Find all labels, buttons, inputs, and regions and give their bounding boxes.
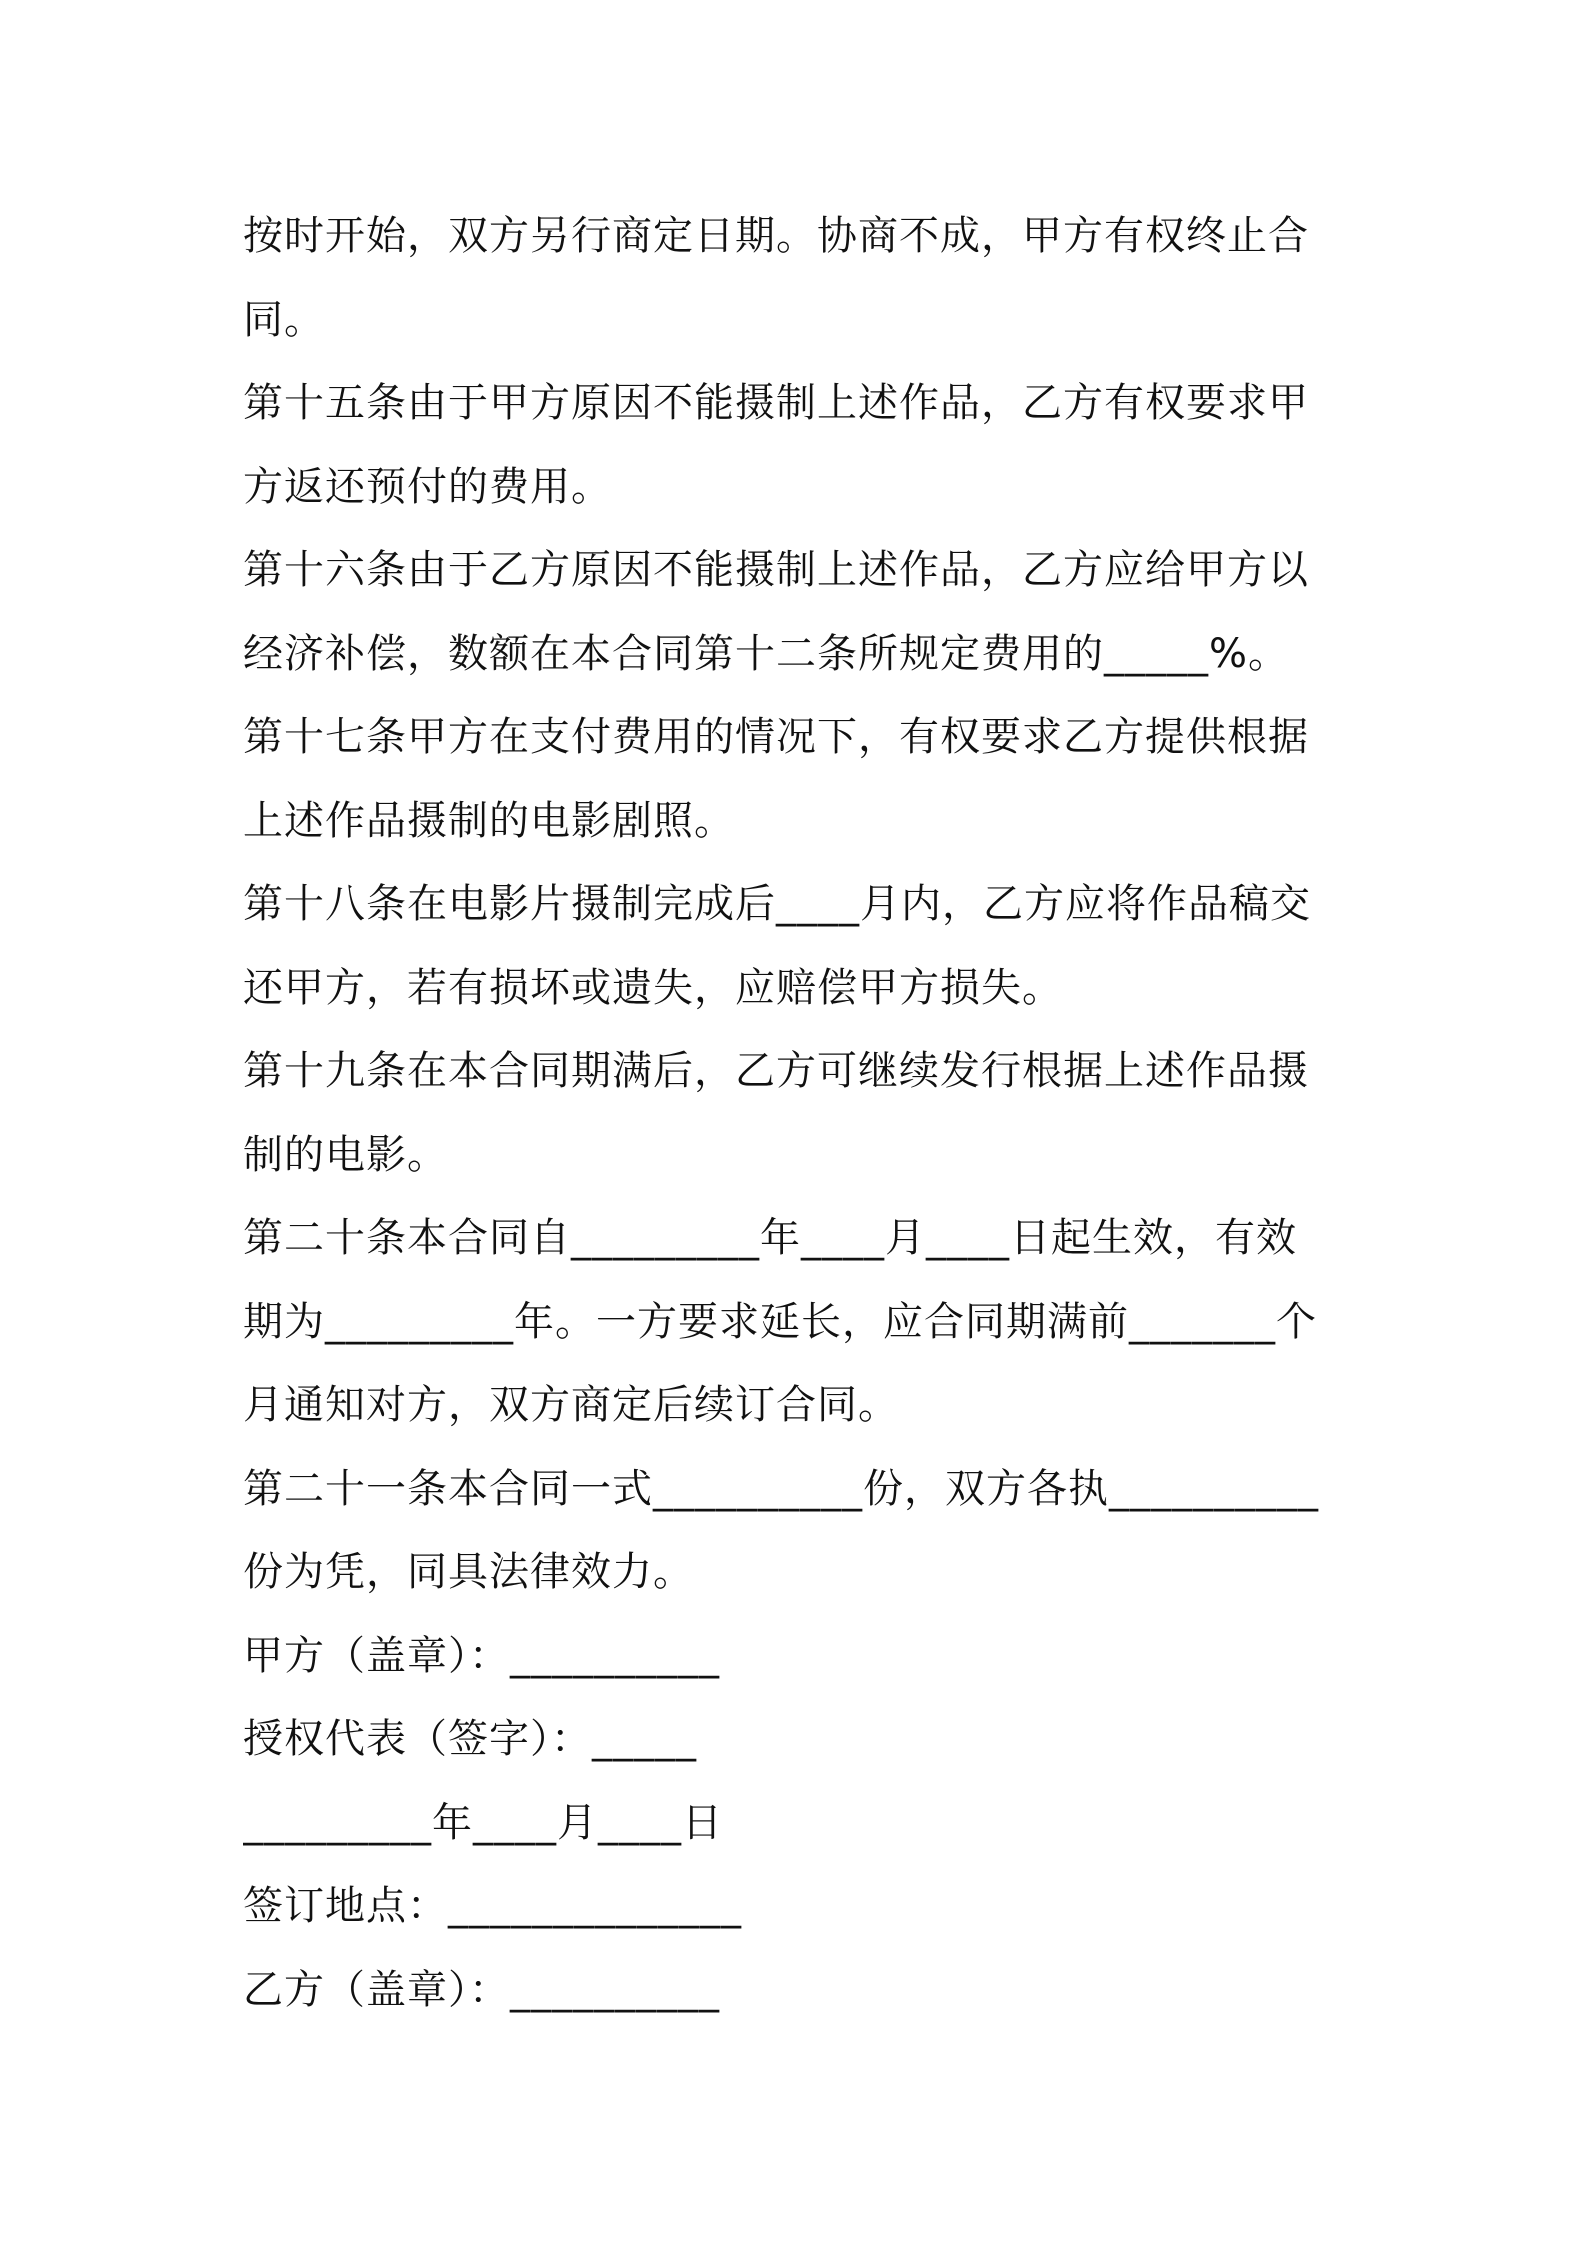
text-line: 月通知对方，双方商定后续订合同。 (243, 1382, 899, 1428)
signing-place-line: 签订地点：______________ (243, 1883, 742, 1929)
date-line: _________年____月____日 (243, 1799, 723, 1846)
contract-body (243, 195, 1358, 2032)
article-20-line: 第二十条本合同自_________年____月____日起生效，有效 (243, 1215, 1297, 1261)
text-line: 制的电影。 (243, 1131, 448, 1178)
text-line: 上述作品摄制的电影剧照。 (243, 797, 735, 844)
article-18-line: 第十八条在电影片摄制完成后____月内，乙方应将作品稿交 (243, 881, 1311, 927)
text-line: 方返还预付的费用。 (243, 463, 612, 510)
authorized-rep-line: 授权代表（签字）：_____ (243, 1716, 697, 1762)
article-21-line: 第二十一条本合同一式__________份，双方各执__________ (243, 1465, 1319, 1512)
text-line: 期为_________年。一方要求延长，应合同期满前_______个 (243, 1298, 1317, 1345)
text-line: 还甲方，若有损坏或遗失，应赔偿甲方损失。 (243, 964, 1063, 1011)
article-15-line: 第十五条由于甲方原因不能摄制上述作品，乙方有权要求甲 (243, 380, 1309, 426)
text-line: 按时开始，双方另行商定日期。协商不成，甲方有权终止合 (243, 213, 1309, 259)
party-a-seal-line: 甲方（盖章）：__________ (243, 1632, 720, 1679)
article-19-line: 第十九条在本合同期满后，乙方可继续发行根据上述作品摄 (243, 1048, 1309, 1094)
text-line: 同。 (243, 296, 325, 343)
party-b-seal-line: 乙方（盖章）：__________ (243, 1966, 720, 2013)
text-line: 经济补偿，数额在本合同第十二条所规定费用的_____%。 (243, 630, 1290, 677)
text-line: 份为凭，同具法律效力。 (243, 1549, 694, 1595)
article-17-line: 第十七条甲方在支付费用的情况下，有权要求乙方提供根据 (243, 714, 1309, 760)
article-16-line: 第十六条由于乙方原因不能摄制上述作品，乙方应给甲方以 (243, 547, 1309, 593)
